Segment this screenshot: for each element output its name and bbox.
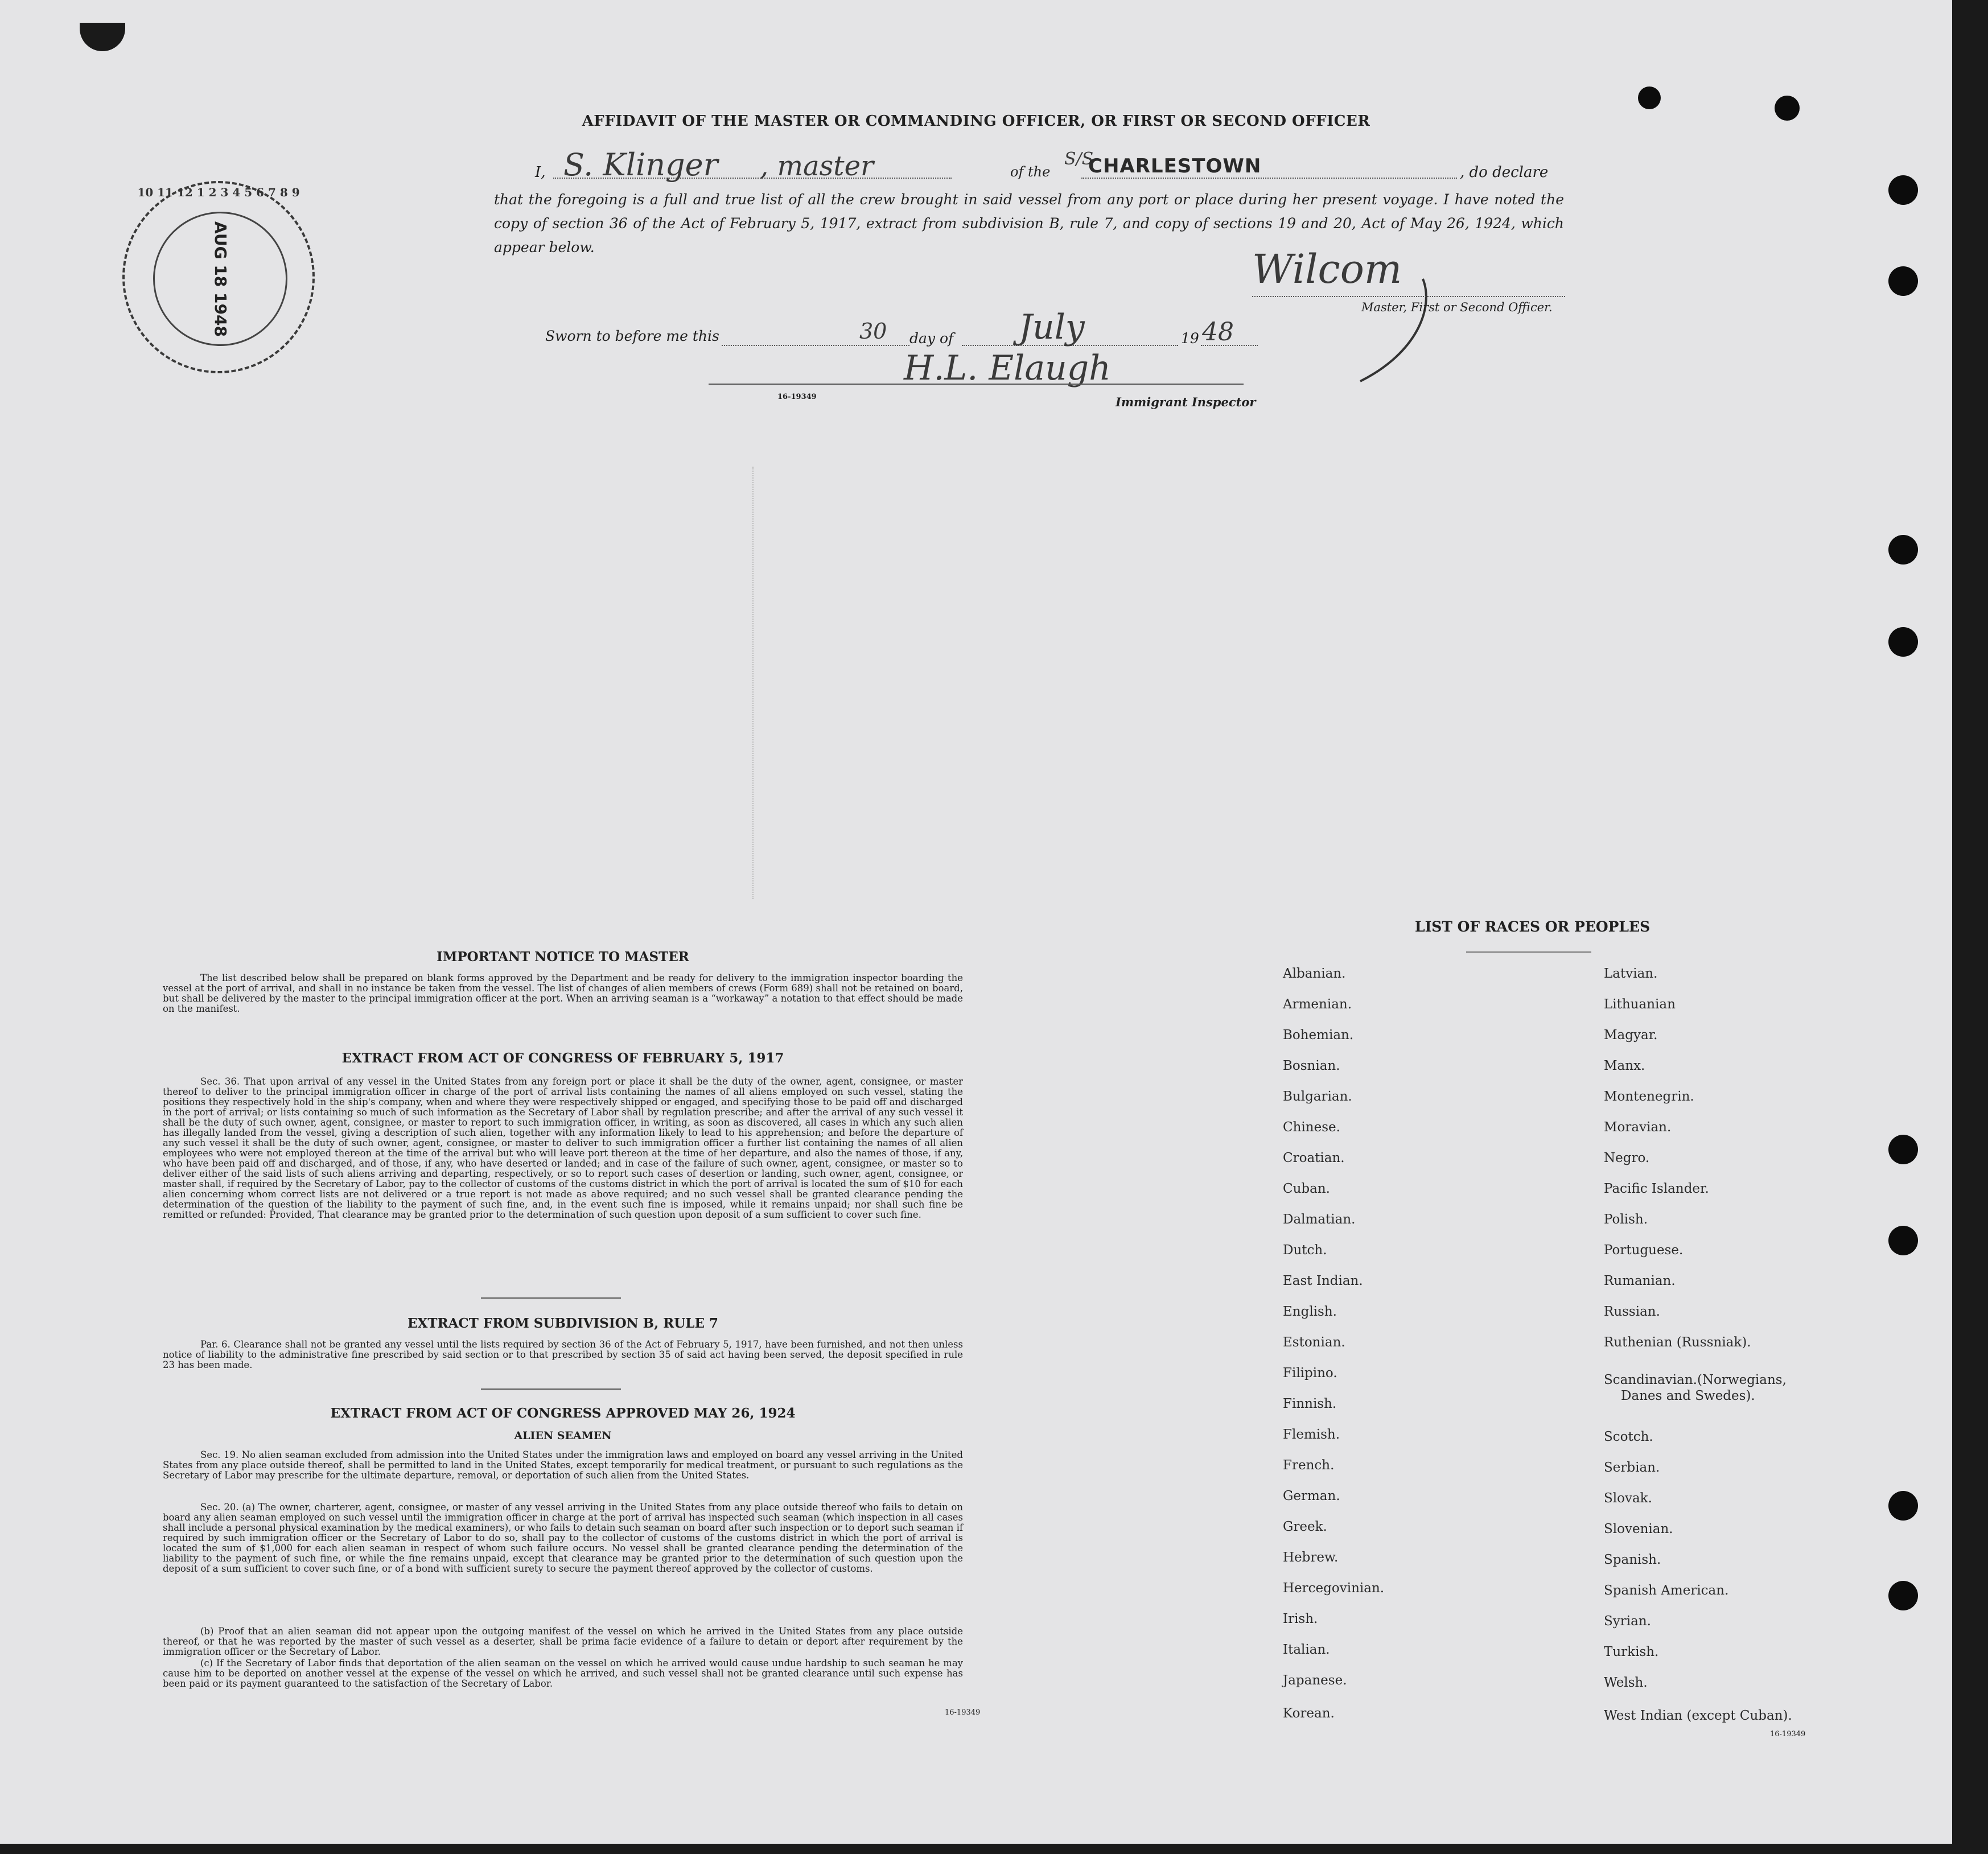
year-prefix: 19 [1181, 330, 1199, 347]
declaration-body: that the foregoing is a full and true list of all the crew brought in said vessel from any port or place during her present voyage. I have noted the copy of section 36 of the Act of February 5, 1917, extract from subdivision B, rule 7, and copy of sections 19 and 20, Act of May 26, 1924, which appear below. [494, 191, 1564, 256]
extract-1924-subtitle: ALIEN SEAMEN [514, 1429, 612, 1442]
inspector-line [709, 384, 1244, 385]
year-handwritten: 48 [1202, 318, 1234, 347]
punch-hole [1888, 175, 1918, 205]
race-item: Croatian. [1283, 1151, 1345, 1165]
master-name-handwritten: S. Klinger [563, 147, 718, 183]
race-item: Albanian. [1283, 966, 1346, 981]
inspection-date-stamp [122, 181, 315, 373]
race-item: Finnish. [1283, 1396, 1337, 1411]
signature-caption: Master, First or Second Officer. [1361, 300, 1553, 314]
master-role-handwritten: , master [760, 150, 874, 182]
day-label: day of [909, 330, 954, 347]
extract-1917-title: EXTRACT FROM ACT OF CONGRESS OF FEBRUARY 5, 1917 [341, 1050, 784, 1066]
race-item: Spanish. [1604, 1552, 1661, 1567]
section-divider [481, 1389, 621, 1390]
race-item: Dutch. [1283, 1243, 1327, 1258]
race-item: Scandinavian.(Norwegians, [1604, 1373, 1787, 1387]
month-handwritten: July [1019, 307, 1085, 347]
subdivision-b-title: EXTRACT FROM SUBDIVISION B, RULE 7 [407, 1316, 718, 1331]
notice-title: IMPORTANT NOTICE TO MASTER [437, 949, 689, 965]
day-handwritten: 30 [859, 319, 887, 344]
race-item: Cuban. [1283, 1181, 1330, 1196]
subdivision-b-text: Par. 6. Clearance shall not be granted any vessel until the lists required by section 36 of the Act of February 5, 1917, have been furnished, and not then unless notice of liability to the administrative fine prescribed by said section or to that prescribed by section 35 of said act having been served, the deposit specified in rule 23 has been made. [163, 1339, 963, 1370]
race-item: Armenian. [1283, 997, 1352, 1012]
fold-guide [752, 467, 754, 899]
race-item: Negro. [1604, 1151, 1650, 1165]
race-item: Ruthenian (Russniak). [1604, 1335, 1751, 1350]
inspector-signature: H.L. Elaugh [904, 348, 1111, 388]
punch-hole [1888, 1491, 1918, 1521]
inspector-caption: Immigrant Inspector [1116, 395, 1256, 409]
races-title-underline [1466, 951, 1591, 953]
form-number-left: 16-19349 [945, 1708, 981, 1717]
race-item: Bohemian. [1283, 1028, 1354, 1043]
race-item: Serbian. [1604, 1460, 1660, 1475]
year-blank [1201, 345, 1258, 346]
declaration-prefix: I, [535, 164, 546, 181]
punch-hole [1638, 86, 1661, 109]
race-item: Chinese. [1283, 1120, 1340, 1135]
notice-text: The list described below shall be prepared on blank forms approved by the Department and be ready for delivery to the immigration inspector boarding the vessel at the port of arrival, and shall in no instance be taken from the vessel. The list of changes of alien members of crews (Form 689) shall not be retained on board, but shall be delivered by the master to the principal immigration officer at the port. When an arriving seaman is a “workaway” a notation to that effect should be made on the manifest. [163, 973, 963, 1014]
race-item: Lithuanian [1604, 997, 1676, 1012]
race-item: Filipino. [1283, 1366, 1337, 1381]
do-declare-label: , do declare [1460, 164, 1549, 181]
sec-20b-text: (b) Proof that an alien seaman did not appear upon the outgoing manifest of the vessel on which he arrived in the United States from any place outside thereof, or that he was reported by the master of such vessel as a deserter, shall be prima facie evidence of a failure to detain or deport after requirement by the immigration officer or the Secretary of Labor. [163, 1626, 963, 1657]
race-item: Magyar. [1604, 1028, 1658, 1043]
vessel-prefix-handwritten: S/S [1064, 149, 1094, 169]
race-item: Manx. [1604, 1058, 1645, 1073]
race-item: Polish. [1604, 1212, 1648, 1227]
race-item: Korean. [1283, 1706, 1335, 1721]
master-signature: Wilcom [1252, 246, 1402, 292]
stamp-center [153, 212, 287, 346]
race-item: Spanish American. [1604, 1583, 1729, 1598]
race-item: German. [1283, 1489, 1340, 1503]
race-item: Welsh. [1604, 1675, 1648, 1690]
race-item: East Indian. [1283, 1274, 1363, 1288]
stamp-date: AUG 18 1948 [211, 221, 230, 337]
race-item: Portuguese. [1604, 1243, 1684, 1258]
race-item: Slovenian. [1604, 1522, 1673, 1536]
punch-hole [1888, 1226, 1918, 1255]
sec-20c-text: (c) If the Secretary of Labor finds that deportation of the alien seaman on the vessel on which he arrived would cause undue hardship to such seaman he may cause him to be deported on another vessel at the expense of the vessel on which he arrived, and such vessel shall not be granted clearance until such expense has been paid or its payment guaranteed to the satisfaction of the Secretary of Labor. [163, 1658, 963, 1689]
of-the-label: of the [1010, 164, 1051, 180]
day-blank [722, 345, 909, 346]
punch-hole [1888, 627, 1918, 657]
race-item: French. [1283, 1458, 1335, 1473]
race-item: Italian. [1283, 1642, 1330, 1657]
race-item: Dalmatian. [1283, 1212, 1356, 1227]
affidavit-title: AFFIDAVIT OF THE MASTER OR COMMANDING OFFICER, OR FIRST OR SECOND OFFICER [582, 113, 1370, 130]
extract-1924-title: EXTRACT FROM ACT OF CONGRESS APPROVED MAY 26, 1924 [330, 1406, 796, 1421]
punch-hole [1888, 266, 1918, 296]
sworn-label: Sworn to before me this [545, 328, 719, 344]
race-item: Latvian. [1604, 966, 1658, 981]
vessel-blank [1081, 178, 1457, 179]
section-divider [481, 1297, 621, 1299]
declaration-line [535, 147, 1565, 181]
race-item: Bosnian. [1283, 1058, 1340, 1073]
race-item: Russian. [1604, 1304, 1660, 1319]
races-title: LIST OF RACES OR PEOPLES [1415, 918, 1651, 935]
race-item: Irish. [1283, 1612, 1318, 1626]
punch-hole [1888, 1135, 1918, 1164]
race-item: Greek. [1283, 1519, 1327, 1534]
race-item: Montenegrin. [1604, 1089, 1694, 1104]
race-item-continuation: Danes and Swedes). [1621, 1389, 1755, 1403]
race-item: Syrian. [1604, 1614, 1651, 1629]
signature-flourish [1355, 273, 1434, 387]
vessel-name: CHARLESTOWN [1088, 155, 1262, 178]
sec-19-text: Sec. 19. No alien seaman excluded from admission into the United States under the immigration laws and employed on board any vessel arriving in the United States from any place outside thereof, shall be permitted to land in the United States, except temporarily for medical treatment, or pursuant to such regulations as the Secretary of Labor may prescribe for the ultimate departure, removal, or deportation of such alien from the United States. [163, 1449, 963, 1481]
punch-hole [1888, 535, 1918, 565]
form-number-top: 16-19349 [777, 393, 817, 401]
race-item: Japanese. [1283, 1673, 1347, 1688]
race-item: Hercegovinian. [1283, 1581, 1385, 1596]
race-item: Moravian. [1604, 1120, 1672, 1135]
race-item: Turkish. [1604, 1645, 1659, 1659]
stamp-ring-numbers: 10 11 12 1 2 3 4 5 6 7 8 9 [137, 186, 300, 199]
race-item: Scotch. [1604, 1429, 1653, 1444]
race-item: Rumanian. [1604, 1274, 1676, 1288]
race-item: West Indian (except Cuban). [1604, 1708, 1792, 1723]
race-item: Pacific Islander. [1604, 1181, 1709, 1196]
form-number-right: 16-19349 [1770, 1730, 1806, 1738]
race-item: Slovak. [1604, 1491, 1652, 1506]
extract-1917-text: Sec. 36. That upon arrival of any vessel in the United States from any foreign port or place it shall be the duty of the owner, agent, consignee, or master thereof to deliver to the principal immigration officer in charge of the port of arrival lists containing the names of all aliens employed on such vessel, stating the positions they respectively hold in the ship's company, when and where they were respectively shipped or engaged, and specifying those to be paid off and discharged in the port of arrival; or lists containing so much of such information as the Secretary of Labor shall by regulation prescribe; and after the arrival of any such vessel it shall be the duty of such owner, agent, consignee, or master to report to such immigration officer, in writing, as soon as discovered, all cases in which any such alien has illegally landed from the vessel, giving a description of such alien, together with any information likely to lead to his apprehension; and before the departure of any such vessel it shall be the duty of such owner, agent, consignee, or master to deliver to such immigration officer a further list containing the names of all alien employees who were not employed thereon at the time of the arrival but who will leave port thereon at the time of her departure, and also the names of those, if any, who have been paid off and discharged, and of those, if any, who have deserted or landed; and in case of the failure of such owner, agent, consignee, or master so to deliver either of the said lists of such aliens arriving and departing, respectively, or so to report such cases of desertion or landing, such owner, agent, consignee, or master shall, if required by the Secretary of Labor, pay to the collector of customs of the customs district in which the port of arrival is located the sum of $10 for each alien concerning whom correct lists are not delivered or a true report is not made as above required; and no such vessel shall be granted clearance pending the determination of the question of the liability to the payment of such fine, and, in the event such fine is imposed, while it remains unpaid; nor shall such fine be remitted or refunded: Provided, That clearance may be granted prior to the determination of such question upon deposit of a sum sufficient to cover such fine. [163, 1076, 963, 1220]
race-item: Estonian. [1283, 1335, 1345, 1350]
sec-20a-text: Sec. 20. (a) The owner, charterer, agent, consignee, or master of any vessel arriving in the United States from any place outside thereof who fails to detain on board any alien seaman employed on such vessel until the immigration officer in charge at the port of arrival has inspected such seaman (which inspection in all cases shall include a personal physical examination by the medical examiners), or who fails to detain such seaman on board after such inspection or to deport such seaman if required by such immigration officer or the Secretary of Labor to do so, shall pay to the collector of customs of the customs district in which the port of arrival is located the sum of $1,000 for each alien seaman in respect of whom such failure occurs. No vessel shall be granted clearance pending the determination of the liability to the payment of such fine, or while the fine remains unpaid, except that clearance may be granted prior to the determination of such question upon the deposit of a sum sufficient to cover such fine, or of a bond with sufficient surety to secure the payment thereof approved by the collector of customs. [163, 1502, 963, 1574]
race-item: Bulgarian. [1283, 1089, 1352, 1104]
signature-line [1252, 296, 1565, 297]
scan-corner-mark [80, 23, 125, 51]
race-item: English. [1283, 1304, 1337, 1319]
punch-hole [1888, 1581, 1918, 1610]
race-item: Hebrew. [1283, 1550, 1339, 1565]
race-item: Flemish. [1283, 1427, 1340, 1442]
